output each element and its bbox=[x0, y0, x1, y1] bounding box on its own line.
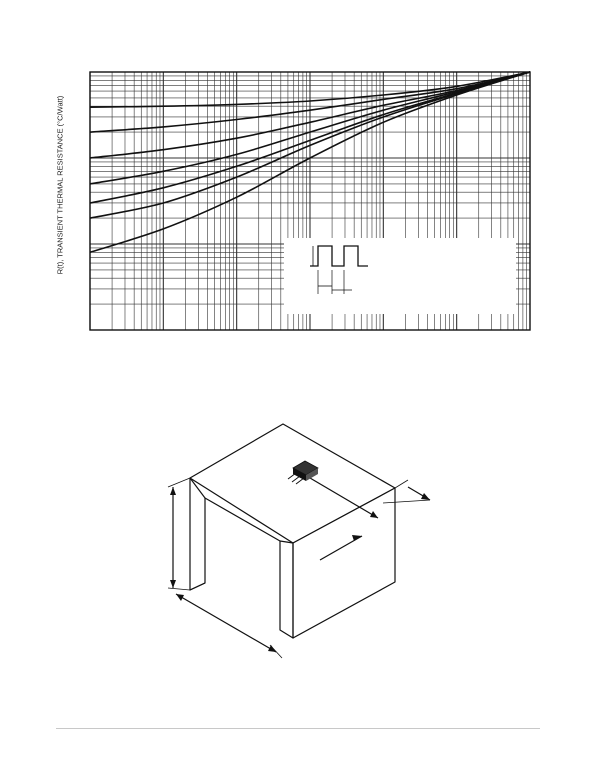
length-dimension bbox=[176, 594, 276, 652]
heatsink-drawing bbox=[0, 400, 600, 700]
page-footer-rule bbox=[56, 728, 540, 729]
pulse-inset bbox=[284, 238, 516, 314]
inset-box bbox=[284, 238, 516, 314]
y-axis-label-text: R(t), TRANSIENT THERMAL RESISTANCE (°C/Watt) bbox=[55, 95, 65, 275]
